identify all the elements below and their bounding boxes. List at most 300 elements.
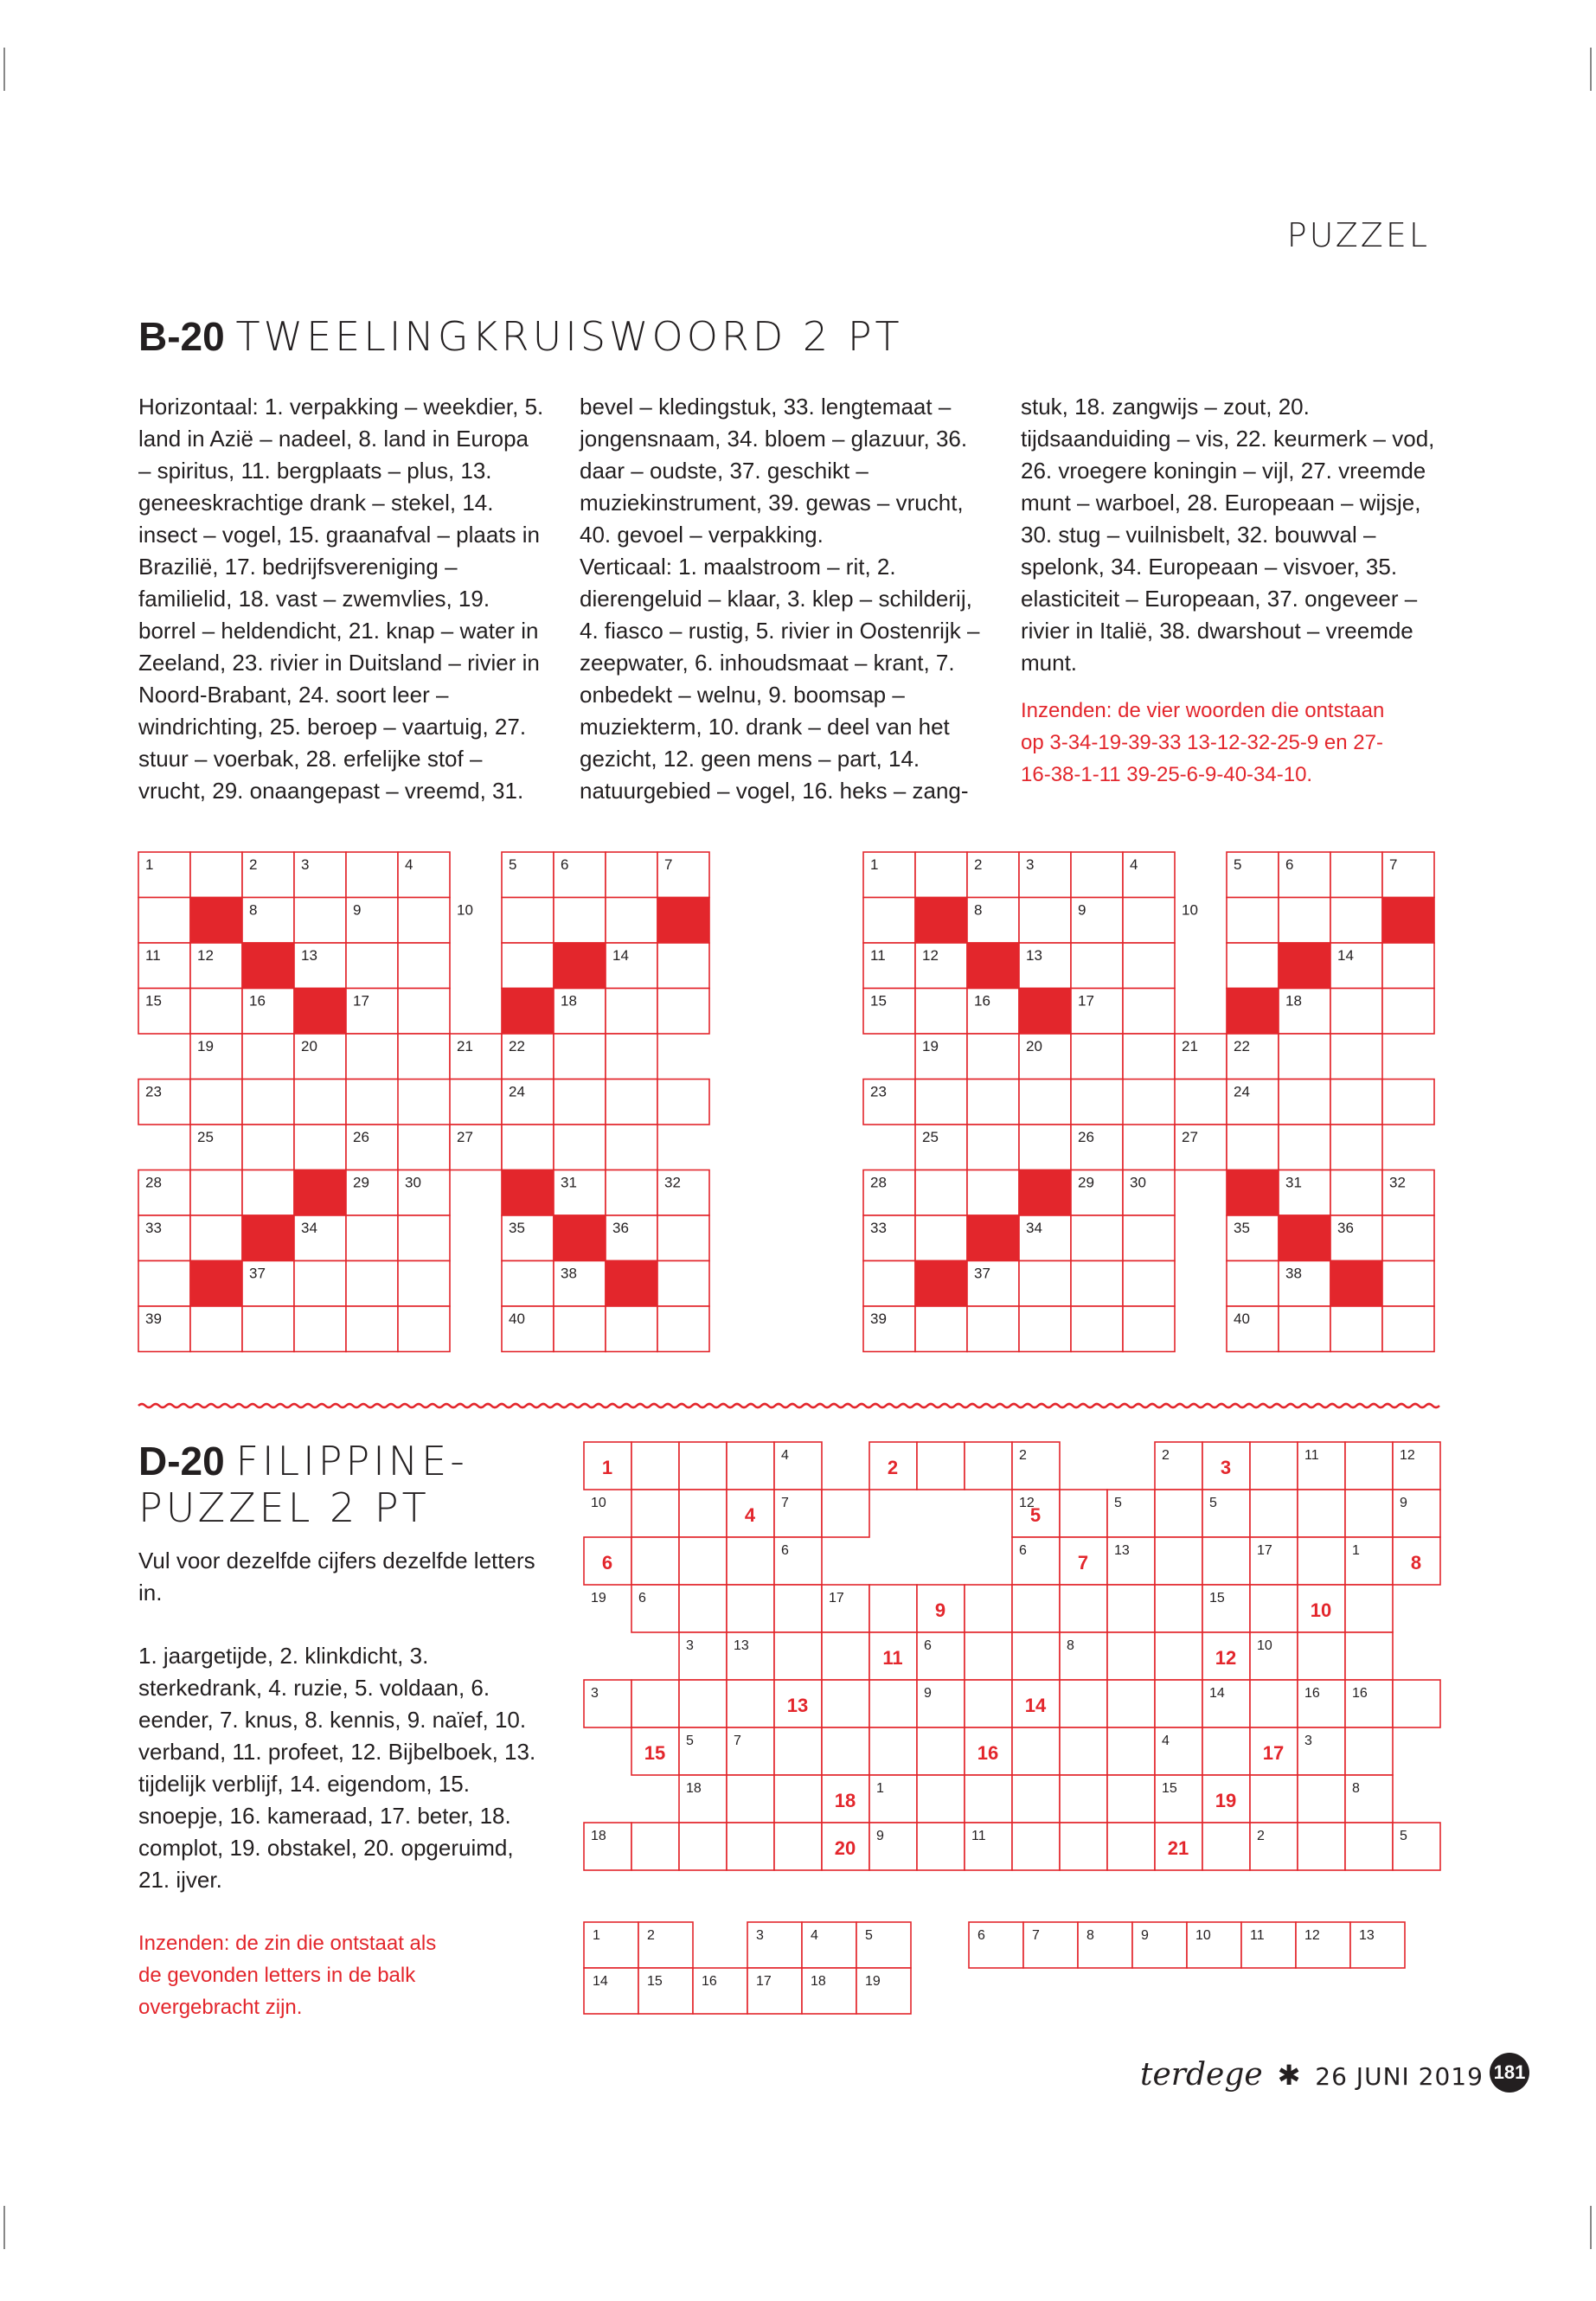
- grid-cell[interactable]: [1279, 1306, 1330, 1352]
- grid-cell[interactable]: [1175, 1080, 1227, 1125]
- grid-cell[interactable]: [1330, 1080, 1382, 1125]
- grid-cell[interactable]: [242, 1125, 294, 1170]
- grid-cell[interactable]: [863, 898, 915, 944]
- clue-number: 10: [1182, 901, 1198, 919]
- grid-cell[interactable]: [1330, 1170, 1382, 1216]
- clue-number: 27: [457, 1129, 473, 1145]
- grid-cell[interactable]: [1155, 1490, 1202, 1537]
- black-square: [294, 1170, 346, 1216]
- cell-number: 1: [1352, 1543, 1360, 1558]
- grid-cell[interactable]: [631, 1537, 679, 1585]
- grid-cell[interactable]: [398, 1034, 450, 1080]
- d20-title-line1: FILIPPINE-: [235, 1438, 468, 1484]
- grid-cell[interactable]: [1227, 943, 1279, 989]
- grid-cell[interactable]: [1330, 1125, 1382, 1170]
- clue-number: 19: [922, 1038, 939, 1054]
- grid-cell[interactable]: [1330, 852, 1382, 898]
- clue-number: 35: [1234, 1220, 1250, 1236]
- clue-number: 4: [405, 856, 413, 873]
- black-square: [554, 1215, 606, 1261]
- grid-cell[interactable]: [1298, 1775, 1345, 1823]
- grid-cell[interactable]: [1071, 852, 1123, 898]
- clue-number: 37: [974, 1265, 990, 1282]
- grid-cell[interactable]: [965, 1680, 1012, 1727]
- grid-cell[interactable]: [1250, 1490, 1298, 1537]
- grid-cell[interactable]: [1107, 1632, 1155, 1680]
- clue-number: 17: [353, 992, 369, 1009]
- clue-number: 15: [145, 992, 162, 1009]
- clue-number: 29: [353, 1174, 369, 1191]
- grid-cell[interactable]: [1060, 1727, 1107, 1775]
- grid-cell[interactable]: [1060, 1823, 1107, 1870]
- grid-cell[interactable]: [727, 1823, 774, 1870]
- grid-cell[interactable]: [727, 1680, 774, 1727]
- clue-number: 39: [870, 1311, 887, 1327]
- black-square: [1330, 1261, 1382, 1307]
- grid-cell[interactable]: [1060, 1775, 1107, 1823]
- grid-cell[interactable]: [554, 1306, 606, 1352]
- grid-cell[interactable]: [1393, 1680, 1440, 1727]
- d20-instruction-text: Vul voor dezelfde cijfers dezelfde letters in.: [138, 1548, 535, 1606]
- clue-number: 8: [249, 901, 258, 919]
- grid-cell[interactable]: [967, 1034, 1019, 1080]
- grid-cell[interactable]: [346, 1261, 398, 1307]
- cell-number: 11: [971, 1829, 986, 1843]
- word-number: 19: [1215, 1790, 1237, 1811]
- crossword-grid-right[interactable]: [863, 852, 1434, 1352]
- clue-number: 30: [1130, 1174, 1146, 1191]
- grid-cell[interactable]: [398, 943, 450, 989]
- b20-col3-text: stuk, 18. zangwijs – zout, 20. tijdsaanduiding – vis, 22. keurmerk – vod, 26. vroegere koningin – vijl, 27. vreemde munt – warboel, 28. Europeaan – wijsje, 30. stug – vuilnisbelt, 32. bouwval – spelonk, 34. Europeaan – visvoer, 35. elasticiteit – Europeaan, 37. ongeveer – rivier in Italië, 38. dwarshout – vreemde munt.: [1021, 394, 1435, 676]
- grid-cell[interactable]: [657, 943, 709, 989]
- answer-cell-number: 17: [756, 1974, 772, 1989]
- grid-cell[interactable]: [1345, 1632, 1393, 1680]
- clue-number: 7: [1389, 856, 1398, 873]
- grid-cell[interactable]: [450, 1080, 502, 1125]
- answer-cell-number: 7: [1032, 1928, 1040, 1943]
- grid-cell[interactable]: [606, 852, 657, 898]
- grid-cell[interactable]: [1155, 1680, 1202, 1727]
- grid-cell[interactable]: [190, 989, 242, 1035]
- clue-number: 18: [1285, 992, 1302, 1009]
- grid-cell[interactable]: [138, 898, 190, 944]
- clue-number: 30: [405, 1174, 421, 1191]
- grid-cell[interactable]: [1012, 1727, 1060, 1775]
- grid-cell[interactable]: [965, 1442, 1012, 1490]
- grid-cell[interactable]: [679, 1585, 727, 1632]
- black-square: [1279, 1215, 1330, 1261]
- grid-cell[interactable]: [502, 898, 554, 944]
- grid-cell[interactable]: [1071, 1034, 1123, 1080]
- clue-number: 28: [145, 1174, 162, 1191]
- grid-cell[interactable]: [727, 1775, 774, 1823]
- grid-cell[interactable]: [1107, 1680, 1155, 1727]
- b20-col1-text: Horizontaal: 1. verpakking – weekdier, 5. land in Azië – nadeel, 8. land in Europa – spiritus, 11. bergplaats – plus, 13. geneeskrachtige drank – stekel, 14. insect – vogel, 15. graanafval – plaats in Brazilië, 17. bedrijfsvereniging – familielid, 18. vast – zwemvlies, 19. borrel – heldendicht, 21. knap – water in Zeeland, 23. rivier in Duitsland – rivier in Noord-Brabant, 24. soort leer – windrichting, 25. beroep – vaartuig, 27. stuur – voerbak, 28. erfelijke stof – vrucht, 29. onaangepast – vreemd, 31.: [138, 394, 544, 804]
- answer-cell-number: 4: [811, 1928, 818, 1943]
- clue-number: 11: [870, 947, 886, 964]
- cell-number: 5: [1114, 1496, 1122, 1510]
- grid-cell[interactable]: [917, 1823, 965, 1870]
- grid-cell[interactable]: [1345, 1490, 1393, 1537]
- answer-cell-number: 5: [865, 1928, 873, 1943]
- grid-cell[interactable]: [774, 1632, 822, 1680]
- grid-cell[interactable]: [1250, 1775, 1298, 1823]
- d20-clues-text: 1. jaargetijde, 2. klinkdicht, 3. sterkedrank, 4. ruzie, 5. voldaan, 6. eender, 7. knus, 8. kennis, 9. naïef, 10. verband, 11. profeet, 12. Bijbelboek, 13. tijdelijk verblijf, 14. eigendom, 15. snoepje, 16. kameraad, 17. beter, 18. complot, 19. obstakel, 20. opgeruimd, 21. ijver.: [138, 1643, 536, 1893]
- b20-col2-horizontal: bevel – kledingstuk, 33. lengtemaat – jongensnaam, 34. bloem – glazuur, 36. daar – oudste, 37. geschikt – muziekinstrument, 39. gewas – vrucht, 40. gevoel – verpakking.: [580, 394, 968, 548]
- grid-cell[interactable]: [967, 1170, 1019, 1216]
- grid-cell[interactable]: [606, 1080, 657, 1125]
- grid-cell[interactable]: [1071, 1306, 1123, 1352]
- clue-number: 40: [1234, 1311, 1250, 1327]
- clue-number: 36: [612, 1220, 629, 1236]
- clue-number: 26: [1078, 1129, 1094, 1145]
- grid-cell[interactable]: [502, 1125, 554, 1170]
- grid-cell[interactable]: [915, 852, 967, 898]
- clue-number: 1: [870, 856, 879, 873]
- grid-cell[interactable]: [554, 1080, 606, 1125]
- answer-cell-number: 13: [1359, 1928, 1375, 1943]
- b20-col2-vertical: Verticaal: 1. maalstroom – rit, 2. dierengeluid – klaar, 3. klep – schilderij, 4. fiasco – rustig, 5. rivier in Oostenrijk – zeepwater, 6. inhoudsmaat – krant, 7. onbedekt – welnu, 9. boomsap – muziekterm, 10. drank – deel van het gezicht, 12. geen mens – part, 14. natuurgebied – vogel, 16. heks – zang-: [580, 554, 980, 804]
- footer: [1140, 2057, 1484, 2093]
- grid-cell[interactable]: [1123, 1125, 1175, 1170]
- grid-cell[interactable]: [869, 1727, 917, 1775]
- black-square: [915, 898, 967, 944]
- grid-cell[interactable]: [242, 1306, 294, 1352]
- grid-cell[interactable]: [1060, 1490, 1107, 1537]
- grid-cell[interactable]: [917, 1442, 965, 1490]
- grid-cell[interactable]: [398, 1306, 450, 1352]
- grid-cell[interactable]: [606, 1034, 657, 1080]
- cell-number: 5: [1209, 1496, 1217, 1510]
- cell-number: 15: [1209, 1591, 1225, 1606]
- grid-cell[interactable]: [915, 1215, 967, 1261]
- grid-cell[interactable]: [822, 1727, 869, 1775]
- grid-cell[interactable]: [1250, 1680, 1298, 1727]
- grid-cell[interactable]: [1345, 1823, 1393, 1870]
- grid-cell[interactable]: [1227, 1125, 1279, 1170]
- section-label: PUZZEL: [1286, 216, 1430, 254]
- grid-cell[interactable]: [1123, 898, 1175, 944]
- grid-cell[interactable]: [774, 1727, 822, 1775]
- clue-number: 1: [145, 856, 154, 873]
- grid-cell[interactable]: [1012, 1632, 1060, 1680]
- grid-cell[interactable]: [1202, 1823, 1250, 1870]
- grid-cell[interactable]: [863, 1261, 915, 1307]
- grid-cell[interactable]: [774, 1585, 822, 1632]
- grid-cell[interactable]: [774, 1775, 822, 1823]
- d20-submit-line: de gevonden letters in de balk: [138, 1964, 416, 1987]
- grid-cell[interactable]: [727, 1585, 774, 1632]
- clue-number: 23: [145, 1083, 162, 1100]
- brand-logo: terdege: [1140, 2057, 1263, 2093]
- grid-cell[interactable]: [1071, 1261, 1123, 1307]
- answer-cell-number: 1: [593, 1928, 600, 1943]
- grid-cell[interactable]: [398, 898, 450, 944]
- clue-number: 39: [145, 1311, 162, 1327]
- grid-cell[interactable]: [346, 1034, 398, 1080]
- grid-cell[interactable]: [294, 1261, 346, 1307]
- grid-cell[interactable]: [631, 1442, 679, 1490]
- grid-cell[interactable]: [1060, 1680, 1107, 1727]
- b20-title-text: TWEELINGKRUISWOORD 2 PT: [235, 313, 903, 360]
- answer-cell-number: 14: [593, 1974, 608, 1989]
- grid-cell[interactable]: [1330, 989, 1382, 1035]
- black-square: [502, 1170, 554, 1216]
- cell-number: 12: [1019, 1496, 1035, 1510]
- crossword-grid-left[interactable]: [138, 852, 709, 1352]
- grid-cell[interactable]: [1298, 1537, 1345, 1585]
- grid-cell[interactable]: [1382, 1080, 1434, 1125]
- grid-cell[interactable]: [190, 1306, 242, 1352]
- word-number: 15: [644, 1742, 666, 1764]
- grid-cell[interactable]: [1250, 1585, 1298, 1632]
- grid-cell[interactable]: [965, 1585, 1012, 1632]
- grid-cell[interactable]: [869, 1585, 917, 1632]
- grid-cell[interactable]: [1071, 1080, 1123, 1125]
- grid-cell[interactable]: [190, 1170, 242, 1216]
- word-number: 9: [934, 1599, 946, 1621]
- grid-cell[interactable]: [1227, 1261, 1279, 1307]
- grid-cell[interactable]: [1330, 898, 1382, 944]
- grid-cell[interactable]: [822, 1490, 869, 1537]
- grid-cell[interactable]: [1382, 1215, 1434, 1261]
- grid-cell[interactable]: [346, 852, 398, 898]
- grid-cell[interactable]: [294, 1080, 346, 1125]
- grid-cell[interactable]: [967, 1306, 1019, 1352]
- grid-cell[interactable]: [631, 1490, 679, 1537]
- cell-number: 11: [1304, 1448, 1319, 1463]
- black-square: [190, 1261, 242, 1307]
- grid-cell[interactable]: [242, 1080, 294, 1125]
- grid-cell[interactable]: [190, 1215, 242, 1261]
- answer-cell-number: 16: [702, 1974, 717, 1989]
- grid-cell[interactable]: [679, 1823, 727, 1870]
- grid-cell[interactable]: [657, 1080, 709, 1125]
- grid-cell[interactable]: [294, 898, 346, 944]
- grid-cell[interactable]: [869, 1680, 917, 1727]
- word-number: 8: [1410, 1552, 1422, 1574]
- word-number: 14: [1024, 1695, 1047, 1716]
- grid-cell[interactable]: [1019, 1306, 1071, 1352]
- grid-cell[interactable]: [606, 1125, 657, 1170]
- grid-cell[interactable]: [1345, 1727, 1393, 1775]
- grid-cell[interactable]: [294, 1306, 346, 1352]
- grid-cell[interactable]: [1019, 1125, 1071, 1170]
- grid-cell[interactable]: [727, 1537, 774, 1585]
- clue-number: 36: [1337, 1220, 1354, 1236]
- grid-cell[interactable]: [294, 1125, 346, 1170]
- black-square: [502, 989, 554, 1035]
- black-square: [967, 1215, 1019, 1261]
- grid-cell[interactable]: [915, 1306, 967, 1352]
- grid-cell[interactable]: [1202, 1727, 1250, 1775]
- grid-cell[interactable]: [1382, 1261, 1434, 1307]
- grid-cell[interactable]: [1019, 1261, 1071, 1307]
- clue-number: 5: [509, 856, 517, 873]
- grid-cell[interactable]: [346, 943, 398, 989]
- grid-cell[interactable]: [190, 852, 242, 898]
- grid-cell[interactable]: [606, 898, 657, 944]
- clue-number: 17: [1078, 992, 1094, 1009]
- grid-cell[interactable]: [1345, 1442, 1393, 1490]
- grid-cell[interactable]: [1012, 1775, 1060, 1823]
- grid-cell[interactable]: [1279, 1080, 1330, 1125]
- grid-cell[interactable]: [606, 989, 657, 1035]
- grid-cell[interactable]: [1382, 989, 1434, 1035]
- grid-cell[interactable]: [679, 1537, 727, 1585]
- black-square: [554, 943, 606, 989]
- grid-cell[interactable]: [1012, 1823, 1060, 1870]
- grid-cell[interactable]: [657, 1215, 709, 1261]
- grid-cell[interactable]: [1298, 1823, 1345, 1870]
- grid-cell[interactable]: [502, 1261, 554, 1307]
- grid-cell[interactable]: [631, 1823, 679, 1870]
- grid-cell[interactable]: [774, 1823, 822, 1870]
- grid-cell[interactable]: [822, 1680, 869, 1727]
- grid-cell[interactable]: [822, 1632, 869, 1680]
- cell-number: 3: [686, 1638, 694, 1653]
- grid-cell[interactable]: [554, 1125, 606, 1170]
- grid-cell[interactable]: [1123, 1306, 1175, 1352]
- grid-cell[interactable]: [1330, 1034, 1382, 1080]
- cell-number: 10: [1257, 1638, 1272, 1653]
- grid-cell[interactable]: [398, 1125, 450, 1170]
- grid-cell[interactable]: [1071, 943, 1123, 989]
- grid-cell[interactable]: [190, 1080, 242, 1125]
- cell-number: 10: [591, 1496, 606, 1510]
- cell-number: 12: [1400, 1448, 1415, 1463]
- clue-number: 32: [1389, 1174, 1406, 1191]
- grid-cell[interactable]: [554, 1034, 606, 1080]
- clue-number: 35: [509, 1220, 525, 1236]
- word-number: 11: [882, 1647, 903, 1669]
- grid-cell[interactable]: [1279, 898, 1330, 944]
- grid-cell[interactable]: [1019, 1080, 1071, 1125]
- grid-cell[interactable]: [1123, 1034, 1175, 1080]
- grid-cell[interactable]: [1123, 1215, 1175, 1261]
- cell-number: 7: [781, 1496, 789, 1510]
- grid-cell[interactable]: [917, 1727, 965, 1775]
- word-number: 16: [977, 1742, 999, 1764]
- grid-cell[interactable]: [965, 1775, 1012, 1823]
- word-number: 7: [1077, 1552, 1089, 1574]
- grid-cell[interactable]: [1123, 989, 1175, 1035]
- grid-cell[interactable]: [1107, 1775, 1155, 1823]
- cell-number: 18: [686, 1781, 702, 1796]
- grid-cell[interactable]: [679, 1490, 727, 1537]
- grid-cell[interactable]: [1123, 1261, 1175, 1307]
- grid-cell[interactable]: [1155, 1585, 1202, 1632]
- grid-cell[interactable]: [727, 1442, 774, 1490]
- grid-cell[interactable]: [679, 1680, 727, 1727]
- grid-cell[interactable]: [242, 1170, 294, 1216]
- grid-cell[interactable]: [679, 1442, 727, 1490]
- grid-cell[interactable]: [915, 1080, 967, 1125]
- grid-cell[interactable]: [1071, 1215, 1123, 1261]
- clue-number: 38: [561, 1265, 577, 1282]
- grid-cell[interactable]: [1330, 1306, 1382, 1352]
- grid-cell[interactable]: [398, 1261, 450, 1307]
- grid-cell[interactable]: [1155, 1632, 1202, 1680]
- grid-cell[interactable]: [1123, 943, 1175, 989]
- grid-cell[interactable]: [1012, 1585, 1060, 1632]
- black-square: [242, 1215, 294, 1261]
- grid-cell[interactable]: [1107, 1727, 1155, 1775]
- grid-cell[interactable]: [967, 1080, 1019, 1125]
- grid-cell[interactable]: [1227, 898, 1279, 944]
- grid-cell[interactable]: [346, 1306, 398, 1352]
- grid-cell[interactable]: [1107, 1823, 1155, 1870]
- grid-cell[interactable]: [965, 1632, 1012, 1680]
- grid-cell[interactable]: [1060, 1585, 1107, 1632]
- grid-cell[interactable]: [915, 1170, 967, 1216]
- grid-cell[interactable]: [242, 1034, 294, 1080]
- clue-number: 9: [353, 901, 362, 919]
- clue-number: 7: [664, 856, 673, 873]
- grid-cell[interactable]: [1250, 1442, 1298, 1490]
- grid-cell[interactable]: [1279, 1034, 1330, 1080]
- grid-cell[interactable]: [138, 1261, 190, 1307]
- clue-number: 31: [1285, 1174, 1302, 1191]
- grid-cell[interactable]: [1298, 1632, 1345, 1680]
- clue-number: 6: [1285, 856, 1294, 873]
- cell-number: 9: [1400, 1496, 1407, 1510]
- grid-cell[interactable]: [1107, 1585, 1155, 1632]
- filippine-grid[interactable]: [584, 1442, 1440, 1870]
- word-number: 1: [601, 1457, 613, 1478]
- clue-number: 23: [870, 1083, 887, 1100]
- cell-number: 2: [1019, 1448, 1027, 1463]
- black-square: [1227, 989, 1279, 1035]
- grid-cell[interactable]: [554, 898, 606, 944]
- cell-number: 8: [1352, 1781, 1360, 1796]
- grid-cell[interactable]: [346, 1215, 398, 1261]
- clue-number: 4: [1130, 856, 1138, 873]
- grid-cell[interactable]: [346, 1080, 398, 1125]
- grid-cell[interactable]: [657, 1306, 709, 1352]
- d20-submit-line: Inzenden: de zin die ontstaat als: [138, 1932, 437, 1955]
- grid-cell[interactable]: [917, 1775, 965, 1823]
- clue-number: 13: [1026, 947, 1042, 964]
- grid-cell[interactable]: [606, 1170, 657, 1216]
- grid-cell[interactable]: [915, 989, 967, 1035]
- clue-number: 28: [870, 1174, 887, 1191]
- clue-number: 3: [1026, 856, 1035, 873]
- answer-bar[interactable]: [584, 1922, 1405, 2014]
- grid-cell[interactable]: [1202, 1537, 1250, 1585]
- grid-cell[interactable]: [502, 943, 554, 989]
- black-square: [657, 898, 709, 944]
- grid-cell[interactable]: [657, 1261, 709, 1307]
- clue-number: 12: [197, 947, 214, 964]
- grid-cell[interactable]: [1382, 943, 1434, 989]
- grid-cell[interactable]: [1155, 1537, 1202, 1585]
- grid-cell[interactable]: [398, 989, 450, 1035]
- grid-cell[interactable]: [657, 989, 709, 1035]
- grid-cell[interactable]: [606, 1306, 657, 1352]
- grid-cell[interactable]: [1298, 1490, 1345, 1537]
- grid-cell[interactable]: [398, 1215, 450, 1261]
- grid-cell[interactable]: [631, 1680, 679, 1727]
- grid-cell[interactable]: [1382, 1306, 1434, 1352]
- grid-cell[interactable]: [1345, 1585, 1393, 1632]
- grid-cell[interactable]: [967, 1125, 1019, 1170]
- grid-cell[interactable]: [1019, 898, 1071, 944]
- word-number: 3: [1220, 1457, 1232, 1478]
- black-square: [190, 898, 242, 944]
- word-number: 18: [834, 1790, 856, 1811]
- grid-cell[interactable]: [1279, 1125, 1330, 1170]
